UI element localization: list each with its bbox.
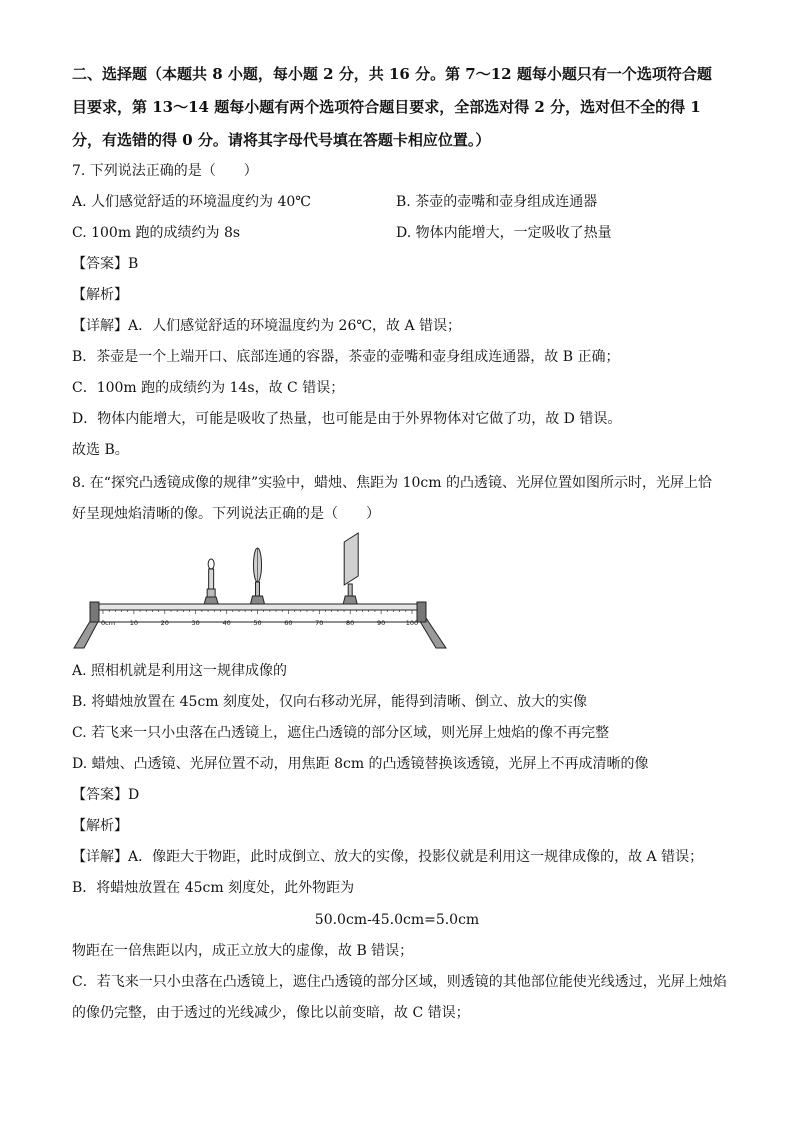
candle [204, 559, 218, 604]
q8-detail-b-line-1: B．将蜡烛放置在 45cm 刻度处，此外物距为 [72, 880, 355, 896]
q8-analysis-label: 【解析】 [72, 818, 128, 834]
screen-base [343, 596, 357, 604]
q8-option-b: B. 将蜡烛放置在 45cm 刻度处，仅向右移动光屏，能得到清晰、倒立、放大的实像 [72, 694, 588, 710]
q8-formula: 50.0cm-45.0cm=5.0cm [314, 912, 480, 928]
q7-detail-c: C．100m 跑的成绩约为 14s，故 C 错误； [72, 380, 345, 396]
ruler-tick-label: 10 [129, 619, 139, 627]
q7-detail-b: B．茶壶是一个上端开口、底部连通的容器，茶壶的壶嘴和壶身组成连通器，故 B 正确； [72, 349, 620, 365]
candle-base [204, 597, 218, 604]
q8-detail-c-line-1: C．若飞来一只小虫落在凸透镜上，遮住凸透镜的部分区域，则透镜的其他部位能使光线透过，光屏上烛焰 [72, 974, 727, 990]
q7-analysis-label: 【解析】 [72, 287, 128, 303]
q7-option-a: A. 人们感觉舒适的环境温度约为 40℃ [72, 194, 311, 210]
q7-option-b: B. 茶壶的壶嘴和壶身组成连通器 [396, 194, 598, 210]
q7-detail-d: D．物体内能增大，可能是吸收了热量，也可能是由于外界物体对它做了功，故 D 错误。 [72, 411, 622, 427]
q8-option-a: A. 照相机就是利用这一规律成像的 [72, 663, 288, 679]
ruler-tick-label: 100 [405, 619, 419, 627]
candle-body [209, 569, 214, 589]
optical-bench-figure [70, 528, 450, 652]
lens-stand [256, 582, 260, 596]
candle-flame [208, 559, 214, 569]
q8-answer: 【答案】D [72, 787, 140, 803]
convex-lens [251, 548, 265, 604]
q8-stem-line-1: 8. 在“探究凸透镜成像的规律”实验中，蜡烛、焦距为 10cm 的凸透镜、光屏位置如图所示时，光屏上恰 [72, 475, 712, 491]
q7-stem: 7. 下列说法正确的是（ ） [72, 163, 258, 179]
lens-base [251, 596, 265, 604]
ruler-tick-label: 30 [191, 619, 200, 627]
light-screen [343, 533, 358, 604]
ruler-tick-label: 20 [160, 619, 169, 627]
q8-option-d: D. 蜡烛、凸透镜、光屏位置不动，用焦距 8cm 的凸透镜替换该透镜，光屏上不再成清晰的像 [72, 756, 649, 772]
q8-stem-line-2: 好呈现烛焰清晰的像。下列说法正确的是（ ） [72, 506, 380, 522]
q7-option-c: C. 100m 跑的成绩约为 8s [72, 225, 241, 241]
bench-right-block [417, 602, 426, 622]
q7-answer: 【答案】B [72, 256, 139, 272]
section-header-line-1: 二、选择题（本题共 8 小题，每小题 2 分，共 16 分。第 7～12 题每小题只有一个选项符合题 [72, 65, 712, 83]
ruler-tick-label: 70 [315, 619, 324, 627]
ruler-tick-label: 40 [222, 619, 231, 627]
q8-option-c: C. 若飞来一只小虫落在凸透镜上，遮住凸透镜的部分区域，则光屏上烛焰的像不再完整 [72, 725, 610, 741]
screen-panel [344, 533, 358, 585]
ruler-tick-label: 60 [284, 619, 293, 627]
screen-stand [348, 584, 352, 596]
section-header-line-2: 目要求，第 13～14 题每小题有两个选项符合题目要求，全部选对得 2 分，选对但不全的得 1 [72, 98, 701, 116]
q7-detail-a: 【详解】A．人们感觉舒适的环境温度约为 26℃，故 A 错误； [72, 318, 462, 334]
q8-detail-c-line-2: 的像仍完整，由于透过的光线减少，像比以前变暗，故 C 错误； [72, 1005, 470, 1021]
ruler-unit-label: 0cm [101, 619, 116, 627]
ruler-tick-label: 80 [346, 619, 355, 627]
section-header-line-3: 分，有选错的得 0 分。请将其字母代号填在答题卡相应位置。） [72, 131, 491, 149]
q8-detail-b-line-2: 物距在一倍焦距以内，成正立放大的虚像，故 B 错误； [72, 943, 414, 959]
q7-conclusion: 故选 B。 [72, 442, 129, 458]
bench-left-block [90, 602, 99, 622]
q7-option-d: D. 物体内能增大，一定吸收了热量 [396, 225, 612, 241]
ruler-tick-label: 90 [376, 619, 386, 627]
candle-holder [207, 589, 215, 597]
bench-top-rail [99, 604, 417, 610]
ruler-tick-label: 50 [253, 619, 262, 627]
q8-detail-a: 【详解】A．像距大于物距，此时成倒立、放大的实像，投影仪就是利用这一规律成像的，故 A 错误； [72, 849, 704, 865]
